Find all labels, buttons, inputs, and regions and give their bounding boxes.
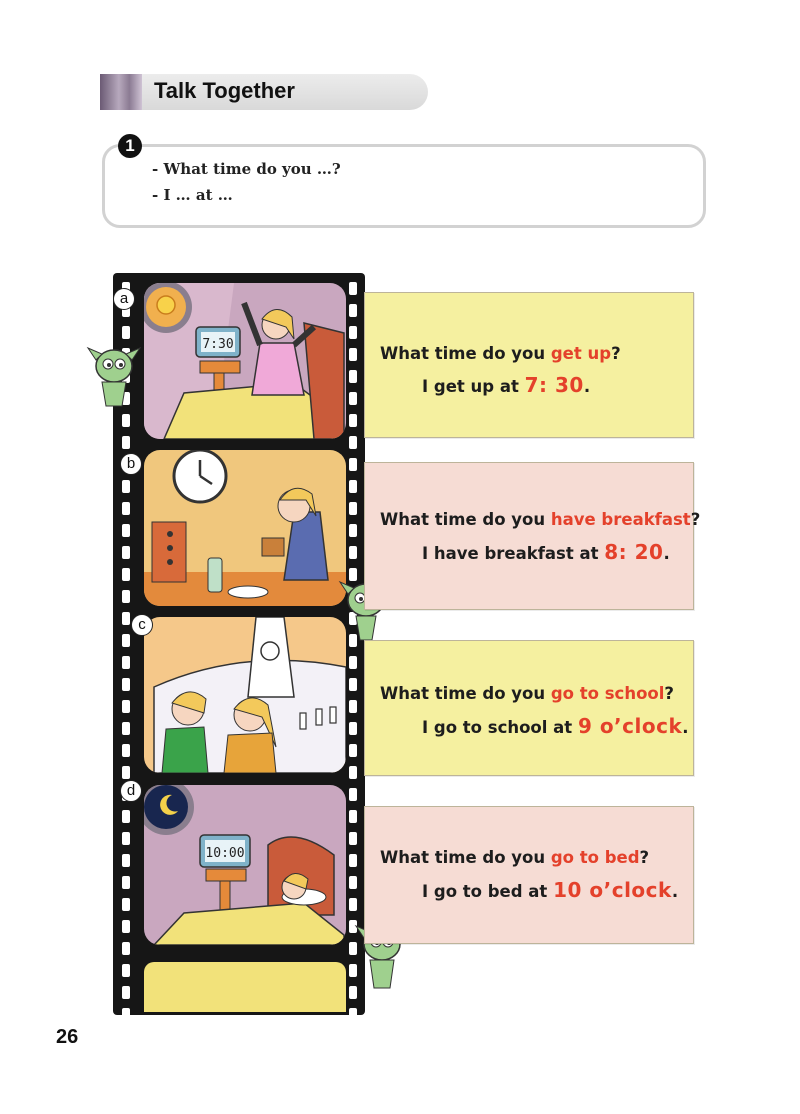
film-perforation [349, 348, 357, 361]
answer-d: I go to bed at 10 o’clock. [422, 878, 679, 902]
film-perforation [122, 986, 130, 999]
dialogue-panel-a [364, 292, 694, 438]
film-perforation [122, 1008, 130, 1021]
film-perforation [122, 722, 130, 735]
dialogue-panel-d [364, 806, 694, 944]
film-perforation [122, 766, 130, 779]
frame-label-b: b [120, 453, 142, 475]
pattern-answer: - I … at … [152, 186, 233, 204]
film-perforation [349, 480, 357, 493]
sun-icon [157, 296, 175, 314]
toast-icon [262, 538, 284, 556]
film-perforation [122, 480, 130, 493]
svg-text:7:30: 7:30 [202, 337, 234, 352]
film-perforation [349, 1008, 357, 1021]
film-perforation [122, 876, 130, 889]
exercise-number-badge: 1 [118, 134, 142, 158]
film-perforation [349, 810, 357, 823]
cartoon-creature-1 [86, 340, 142, 420]
film-perforation [122, 964, 130, 977]
film-perforation [122, 524, 130, 537]
question-a: What time do you get up? [380, 344, 621, 363]
film-perforation [349, 876, 357, 889]
plate-icon [228, 586, 268, 598]
frame-empty [144, 962, 346, 1012]
frame-d-illustration [144, 785, 346, 945]
film-perforation [122, 612, 130, 625]
answer-a: I get up at 7: 30. [422, 373, 591, 397]
pattern-question: - What time do you …? [152, 160, 341, 178]
film-perforation [349, 414, 357, 427]
film-perforation [349, 304, 357, 317]
film-perforation [349, 678, 357, 691]
film-perforation [122, 744, 130, 757]
film-perforation [122, 590, 130, 603]
film-perforation [122, 502, 130, 515]
film-perforation [349, 656, 357, 669]
question-d: What time do you go to bed? [380, 848, 650, 867]
film-perforation [349, 524, 357, 537]
film-perforation [349, 370, 357, 383]
header-color-swatch [100, 74, 142, 110]
dialogue-panel-b [364, 462, 694, 610]
film-perforation [349, 392, 357, 405]
film-perforation [122, 678, 130, 691]
film-perforation [349, 458, 357, 471]
backpack-icon [162, 727, 208, 773]
film-perforation [349, 700, 357, 713]
film-perforation [122, 656, 130, 669]
film-perforation [122, 898, 130, 911]
film-perforation [122, 832, 130, 845]
svg-text:10:00: 10:00 [205, 846, 245, 861]
film-perforation [122, 634, 130, 647]
frame-c-illustration [144, 617, 346, 773]
answer-b: I have breakfast at 8: 20. [422, 540, 670, 564]
film-perforation [349, 832, 357, 845]
film-perforation [349, 326, 357, 339]
frame-label-a: a [113, 288, 135, 310]
film-perforation [122, 854, 130, 867]
film-perforation [349, 788, 357, 801]
dialogue-panel-c [364, 640, 694, 776]
film-perforation [122, 700, 130, 713]
frame-a-illustration [144, 283, 346, 439]
question-b: What time do you have breakfast? [380, 510, 701, 529]
film-perforation [349, 436, 357, 449]
film-perforation [122, 942, 130, 955]
film-perforation [349, 766, 357, 779]
section-title: Talk Together [154, 78, 295, 103]
glass-icon [208, 558, 222, 592]
film-perforation [122, 810, 130, 823]
page-number: 26 [56, 1026, 79, 1048]
answer-c: I go to school at 9 o’clock. [422, 714, 689, 738]
film-perforation [122, 436, 130, 449]
film-perforation [122, 326, 130, 339]
film-perforation [349, 722, 357, 735]
backpack-icon-2 [224, 733, 276, 773]
frame-label-d: d [120, 780, 142, 802]
film-perforation [122, 568, 130, 581]
film-perforation [349, 546, 357, 559]
film-perforation [122, 920, 130, 933]
tower-clock-icon [261, 642, 279, 660]
question-c: What time do you go to school? [380, 684, 674, 703]
frame-b-illustration [144, 450, 346, 606]
film-perforation [349, 744, 357, 757]
film-perforation [122, 546, 130, 559]
film-perforation [349, 502, 357, 515]
film-perforation [349, 854, 357, 867]
film-perforation [349, 282, 357, 295]
frame-label-c: c [131, 614, 153, 636]
